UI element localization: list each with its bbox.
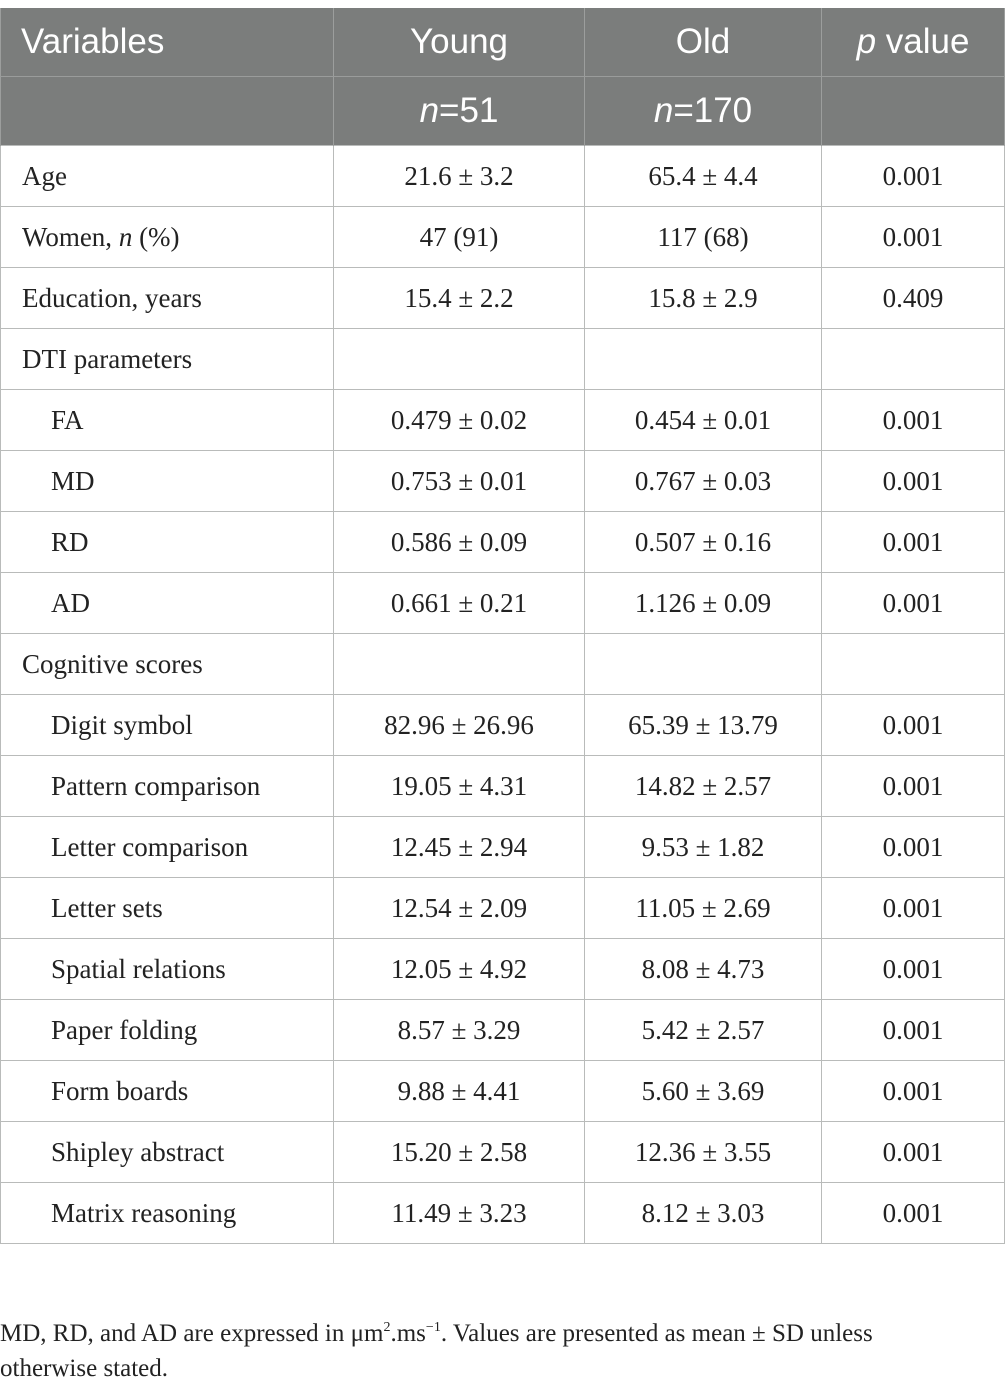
young-value: 8.57 ± 3.29 xyxy=(334,1000,585,1061)
row-label xyxy=(1,207,334,268)
header-empty-p xyxy=(822,77,1005,146)
young-value: 21.6 ± 3.2 xyxy=(334,146,585,207)
old-n-value: =170 xyxy=(673,91,753,130)
row-label: Letter sets xyxy=(1,878,334,939)
young-value: 12.54 ± 2.09 xyxy=(334,878,585,939)
data-table xyxy=(0,8,1005,1244)
old-value: 11.05 ± 2.69 xyxy=(585,878,822,939)
header-young-n xyxy=(334,77,585,146)
old-value: 12.36 ± 3.55 xyxy=(585,1122,822,1183)
table-row xyxy=(1,390,1005,451)
old-value: 14.82 ± 2.57 xyxy=(585,756,822,817)
p-value: 0.001 xyxy=(822,390,1005,451)
p-value: 0.001 xyxy=(822,939,1005,1000)
header-p-italic: p xyxy=(856,22,877,61)
row-label: FA xyxy=(1,390,334,451)
p-value: 0.001 xyxy=(822,451,1005,512)
young-value: 0.661 ± 0.21 xyxy=(334,573,585,634)
row-label-prefix: Women, xyxy=(22,221,119,252)
table-row xyxy=(1,1000,1005,1061)
footnote-part3: . Values are presented as mean ± SD unless otherwise stated. xyxy=(0,1320,873,1382)
footnote-sup1: 2 xyxy=(383,1320,391,1335)
table-row xyxy=(1,756,1005,817)
table-body xyxy=(1,146,1005,1244)
footnote-sup2: −1 xyxy=(425,1320,441,1335)
table-header xyxy=(1,8,1005,146)
section-label: DTI parameters xyxy=(1,329,334,390)
row-label: RD xyxy=(1,512,334,573)
old-value: 5.42 ± 2.57 xyxy=(585,1000,822,1061)
old-value: 0.507 ± 0.16 xyxy=(585,512,822,573)
old-value: 8.12 ± 3.03 xyxy=(585,1183,822,1244)
young-value: 0.753 ± 0.01 xyxy=(334,451,585,512)
young-value: 9.88 ± 4.41 xyxy=(334,1061,585,1122)
header-n-row xyxy=(1,77,1005,146)
young-value: 19.05 ± 4.31 xyxy=(334,756,585,817)
header-young: Young xyxy=(334,8,585,77)
row-label: Form boards xyxy=(1,1061,334,1122)
row-label-suffix: (%) xyxy=(132,221,180,252)
p-value: 0.001 xyxy=(822,1000,1005,1061)
header-variables: Variables xyxy=(1,8,334,77)
p-value: 0.001 xyxy=(822,1183,1005,1244)
p-value: 0.001 xyxy=(822,756,1005,817)
p-value: 0.001 xyxy=(822,695,1005,756)
old-value: 15.8 ± 2.9 xyxy=(585,268,822,329)
p-value: 0.001 xyxy=(822,146,1005,207)
young-value: 12.45 ± 2.94 xyxy=(334,817,585,878)
old-value: 0.454 ± 0.01 xyxy=(585,390,822,451)
table-row xyxy=(1,146,1005,207)
old-value: 1.126 ± 0.09 xyxy=(585,573,822,634)
p-value: 0.409 xyxy=(822,268,1005,329)
table-row xyxy=(1,207,1005,268)
p-value: 0.001 xyxy=(822,573,1005,634)
old-value xyxy=(585,634,822,695)
header-row xyxy=(1,8,1005,77)
old-value: 0.767 ± 0.03 xyxy=(585,451,822,512)
row-label: Digit symbol xyxy=(1,695,334,756)
section-label: Cognitive scores xyxy=(1,634,334,695)
old-value xyxy=(585,329,822,390)
young-value: 12.05 ± 4.92 xyxy=(334,939,585,1000)
old-value: 5.60 ± 3.69 xyxy=(585,1061,822,1122)
young-value: 82.96 ± 26.96 xyxy=(334,695,585,756)
footnote-part1: MD, RD, and AD are expressed in μm xyxy=(0,1320,384,1347)
young-value xyxy=(334,634,585,695)
row-label: Letter comparison xyxy=(1,817,334,878)
young-value: 15.4 ± 2.2 xyxy=(334,268,585,329)
row-label-italic: n xyxy=(118,221,133,252)
row-label: Shipley abstract xyxy=(1,1122,334,1183)
old-value: 117 (68) xyxy=(585,207,822,268)
old-n-italic: n xyxy=(653,91,674,130)
old-value: 9.53 ± 1.82 xyxy=(585,817,822,878)
p-value xyxy=(822,634,1005,695)
table-row xyxy=(1,573,1005,634)
p-value xyxy=(822,329,1005,390)
footnote-part2: .ms xyxy=(390,1320,426,1347)
row-label: Education, years xyxy=(1,268,334,329)
row-label: MD xyxy=(1,451,334,512)
young-value: 47 (91) xyxy=(334,207,585,268)
header-old-n xyxy=(585,77,822,146)
row-label: AD xyxy=(1,573,334,634)
header-p-value xyxy=(822,8,1005,77)
section-row xyxy=(1,634,1005,695)
table-row xyxy=(1,695,1005,756)
p-value: 0.001 xyxy=(822,1061,1005,1122)
row-label: Matrix reasoning xyxy=(1,1183,334,1244)
table-row xyxy=(1,1183,1005,1244)
table-row xyxy=(1,939,1005,1000)
young-value: 11.49 ± 3.23 xyxy=(334,1183,585,1244)
row-label: Age xyxy=(1,146,334,207)
p-value: 0.001 xyxy=(822,1122,1005,1183)
old-value: 8.08 ± 4.73 xyxy=(585,939,822,1000)
row-label: Pattern comparison xyxy=(1,756,334,817)
young-value xyxy=(334,329,585,390)
young-value: 15.20 ± 2.58 xyxy=(334,1122,585,1183)
old-value: 65.39 ± 13.79 xyxy=(585,695,822,756)
section-row xyxy=(1,329,1005,390)
p-value: 0.001 xyxy=(822,512,1005,573)
young-n-italic: n xyxy=(419,91,440,130)
table-row xyxy=(1,1122,1005,1183)
table-row xyxy=(1,878,1005,939)
old-value: 65.4 ± 4.4 xyxy=(585,146,822,207)
row-label: Paper folding xyxy=(1,1000,334,1061)
row-label: Spatial relations xyxy=(1,939,334,1000)
p-value: 0.001 xyxy=(822,817,1005,878)
p-value: 0.001 xyxy=(822,207,1005,268)
header-old: Old xyxy=(585,8,822,77)
table-row xyxy=(1,817,1005,878)
p-value: 0.001 xyxy=(822,878,1005,939)
header-empty xyxy=(1,77,334,146)
table-row xyxy=(1,1061,1005,1122)
table-row xyxy=(1,451,1005,512)
young-n-value: =51 xyxy=(439,91,499,130)
young-value: 0.586 ± 0.09 xyxy=(334,512,585,573)
table-row xyxy=(1,512,1005,573)
table-row xyxy=(1,268,1005,329)
young-value: 0.479 ± 0.02 xyxy=(334,390,585,451)
header-p-rest: value xyxy=(876,22,970,61)
table-footnote xyxy=(0,1316,960,1386)
